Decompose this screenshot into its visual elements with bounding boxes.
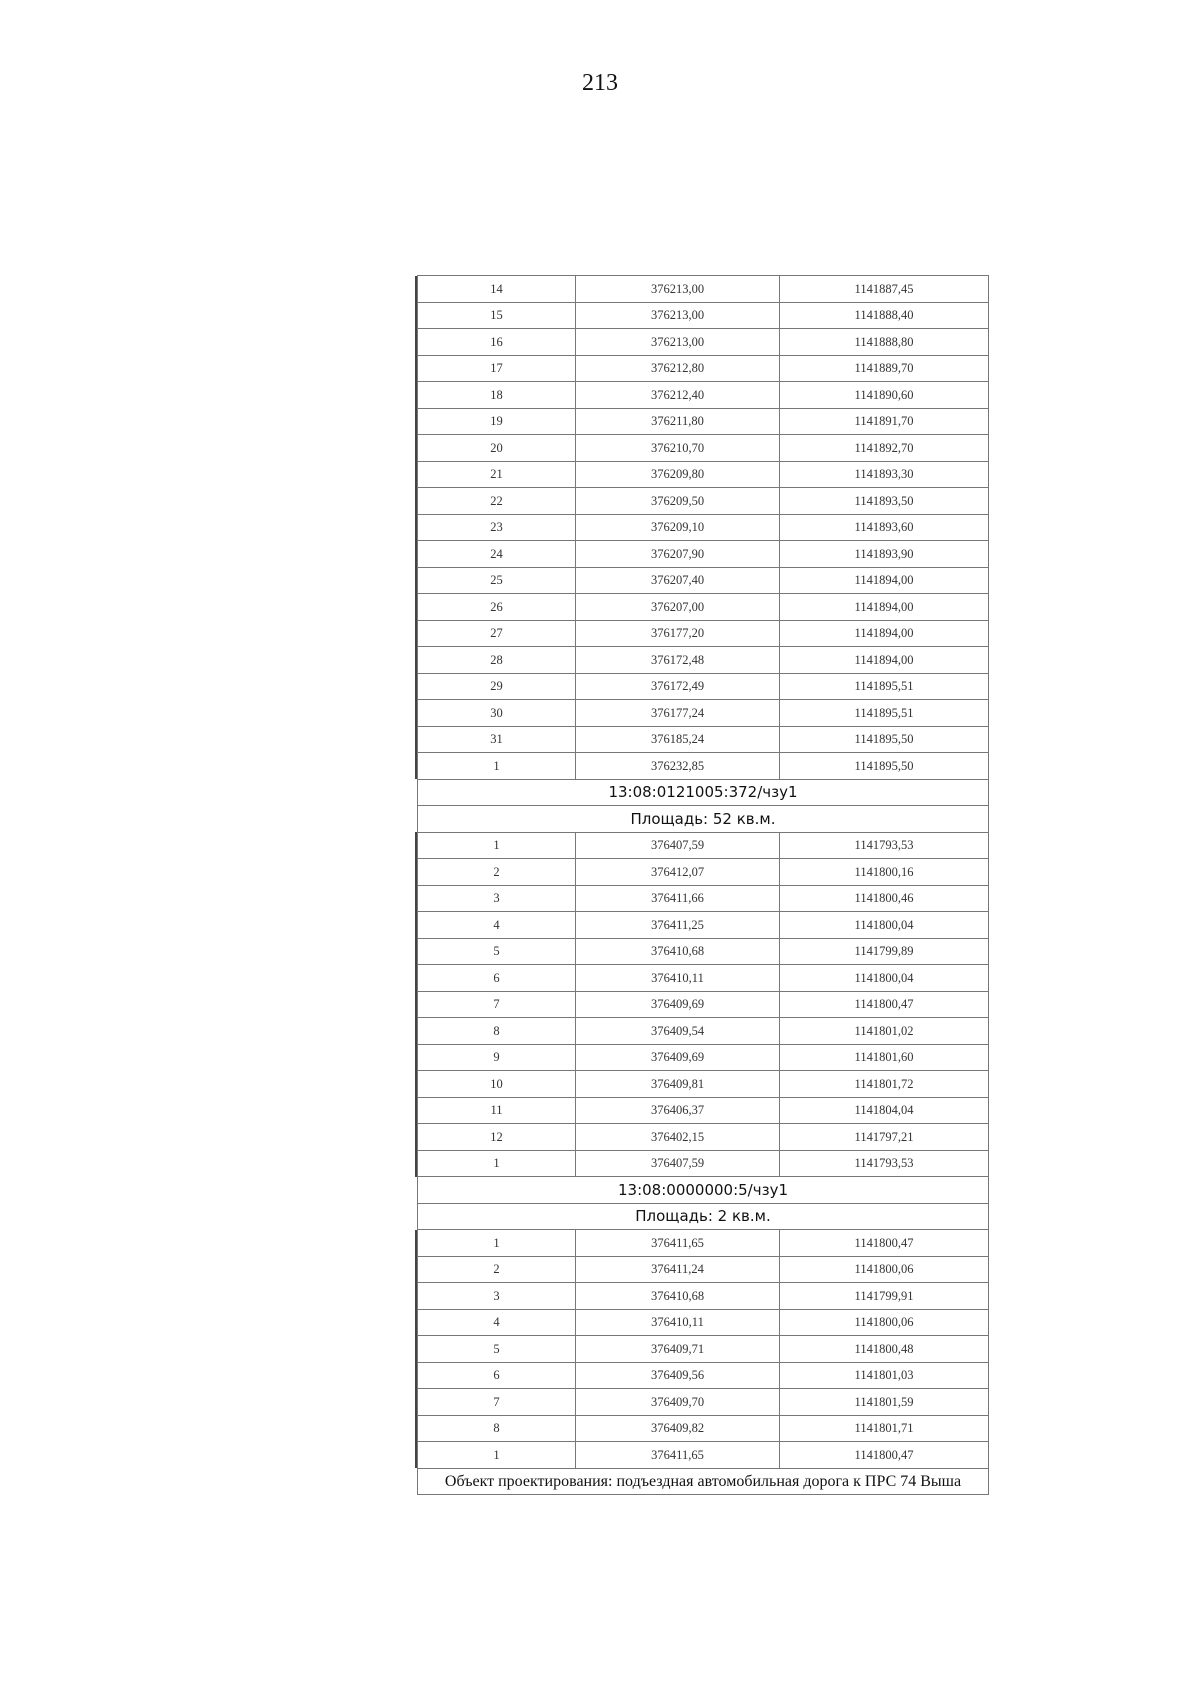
x-coordinate-cell: 376407,59 <box>576 1150 780 1177</box>
point-number-cell: 8 <box>418 1415 576 1442</box>
x-coordinate-cell: 376409,69 <box>576 1044 780 1071</box>
object-description: Объект проектирования: подъездная автомобильная дорога к ПРС 74 Выша <box>418 1468 989 1494</box>
x-coordinate-cell: 376410,68 <box>576 1283 780 1310</box>
y-coordinate-cell: 1141800,47 <box>780 991 989 1018</box>
table-row <box>418 302 989 329</box>
page-number: 213 <box>582 70 618 96</box>
point-number-cell: 5 <box>418 938 576 965</box>
table-row <box>418 1442 989 1469</box>
table-row <box>418 329 989 356</box>
y-coordinate-cell: 1141793,53 <box>780 1150 989 1177</box>
table-row <box>418 408 989 435</box>
coordinates-table <box>417 275 989 1495</box>
x-coordinate-cell: 376411,65 <box>576 1442 780 1469</box>
point-number-cell: 11 <box>418 1097 576 1124</box>
x-coordinate-cell: 376410,68 <box>576 938 780 965</box>
block-2-area: Площадь: 52 кв.м. <box>418 806 989 833</box>
block-2-rows <box>418 832 989 1177</box>
table-row <box>418 700 989 727</box>
table-row <box>418 1097 989 1124</box>
y-coordinate-cell: 1141799,89 <box>780 938 989 965</box>
x-coordinate-cell: 376409,82 <box>576 1415 780 1442</box>
point-number-cell: 17 <box>418 355 576 382</box>
table-row <box>418 832 989 859</box>
x-coordinate-cell: 376172,49 <box>576 673 780 700</box>
x-coordinate-cell: 376172,48 <box>576 647 780 674</box>
table-row <box>418 541 989 568</box>
y-coordinate-cell: 1141893,60 <box>780 514 989 541</box>
y-coordinate-cell: 1141893,90 <box>780 541 989 568</box>
x-coordinate-cell: 376409,56 <box>576 1362 780 1389</box>
table-row <box>418 1283 989 1310</box>
point-number-cell: 28 <box>418 647 576 674</box>
y-coordinate-cell: 1141888,80 <box>780 329 989 356</box>
table-row <box>418 1256 989 1283</box>
x-coordinate-cell: 376409,71 <box>576 1336 780 1363</box>
x-coordinate-cell: 376213,00 <box>576 302 780 329</box>
point-number-cell: 4 <box>418 912 576 939</box>
point-number-cell: 19 <box>418 408 576 435</box>
y-coordinate-cell: 1141895,50 <box>780 726 989 753</box>
point-number-cell: 18 <box>418 382 576 409</box>
table-row <box>418 594 989 621</box>
point-number-cell: 22 <box>418 488 576 515</box>
y-coordinate-cell: 1141801,72 <box>780 1071 989 1098</box>
y-coordinate-cell: 1141894,00 <box>780 647 989 674</box>
table-row <box>418 488 989 515</box>
y-coordinate-cell: 1141895,51 <box>780 673 989 700</box>
x-coordinate-cell: 376411,25 <box>576 912 780 939</box>
point-number-cell: 6 <box>418 965 576 992</box>
x-coordinate-cell: 376412,07 <box>576 859 780 886</box>
x-coordinate-cell: 376177,24 <box>576 700 780 727</box>
table-row <box>418 938 989 965</box>
y-coordinate-cell: 1141800,46 <box>780 885 989 912</box>
point-number-cell: 27 <box>418 620 576 647</box>
table-left-rule <box>415 1230 417 1469</box>
block-3-title: 13:08:0000000:5/чзу1 <box>418 1177 989 1204</box>
table-row <box>418 435 989 462</box>
x-coordinate-cell: 376185,24 <box>576 726 780 753</box>
y-coordinate-cell: 1141892,70 <box>780 435 989 462</box>
point-number-cell: 21 <box>418 461 576 488</box>
point-number-cell: 25 <box>418 567 576 594</box>
y-coordinate-cell: 1141895,50 <box>780 753 989 780</box>
table-row <box>418 1230 989 1257</box>
point-number-cell: 24 <box>418 541 576 568</box>
point-number-cell: 1 <box>418 1230 576 1257</box>
table-row <box>418 885 989 912</box>
point-number-cell: 1 <box>418 832 576 859</box>
point-number-cell: 26 <box>418 594 576 621</box>
table-row <box>418 726 989 753</box>
block-3-area: Площадь: 2 кв.м. <box>418 1203 989 1230</box>
x-coordinate-cell: 376211,80 <box>576 408 780 435</box>
table-row <box>418 276 989 303</box>
block-3-rows <box>418 1230 989 1469</box>
x-coordinate-cell: 376209,10 <box>576 514 780 541</box>
table-row <box>418 1362 989 1389</box>
y-coordinate-cell: 1141890,60 <box>780 382 989 409</box>
y-coordinate-cell: 1141800,47 <box>780 1230 989 1257</box>
table-row <box>418 620 989 647</box>
y-coordinate-cell: 1141799,91 <box>780 1283 989 1310</box>
y-coordinate-cell: 1141800,16 <box>780 859 989 886</box>
table-row <box>418 1415 989 1442</box>
point-number-cell: 14 <box>418 276 576 303</box>
point-number-cell: 1 <box>418 1442 576 1469</box>
y-coordinate-cell: 1141894,00 <box>780 594 989 621</box>
table-row <box>418 753 989 780</box>
y-coordinate-cell: 1141800,47 <box>780 1442 989 1469</box>
table-row <box>418 1150 989 1177</box>
y-coordinate-cell: 1141893,50 <box>780 488 989 515</box>
point-number-cell: 9 <box>418 1044 576 1071</box>
y-coordinate-cell: 1141895,51 <box>780 700 989 727</box>
point-number-cell: 10 <box>418 1071 576 1098</box>
y-coordinate-cell: 1141891,70 <box>780 408 989 435</box>
point-number-cell: 1 <box>418 1150 576 1177</box>
point-number-cell: 15 <box>418 302 576 329</box>
table-left-rule <box>415 276 417 780</box>
y-coordinate-cell: 1141894,00 <box>780 620 989 647</box>
y-coordinate-cell: 1141889,70 <box>780 355 989 382</box>
x-coordinate-cell: 376177,20 <box>576 620 780 647</box>
table-row <box>418 461 989 488</box>
x-coordinate-cell: 376409,54 <box>576 1018 780 1045</box>
x-coordinate-cell: 376209,80 <box>576 461 780 488</box>
point-number-cell: 16 <box>418 329 576 356</box>
x-coordinate-cell: 376407,59 <box>576 832 780 859</box>
table-row <box>418 1071 989 1098</box>
table-row <box>418 1309 989 1336</box>
y-coordinate-cell: 1141888,40 <box>780 302 989 329</box>
x-coordinate-cell: 376409,70 <box>576 1389 780 1416</box>
table-row <box>418 673 989 700</box>
x-coordinate-cell: 376213,00 <box>576 276 780 303</box>
table-row <box>418 965 989 992</box>
x-coordinate-cell: 376209,50 <box>576 488 780 515</box>
point-number-cell: 23 <box>418 514 576 541</box>
table-row <box>418 912 989 939</box>
table-left-rule <box>415 832 417 1177</box>
y-coordinate-cell: 1141800,48 <box>780 1336 989 1363</box>
point-number-cell: 8 <box>418 1018 576 1045</box>
x-coordinate-cell: 376411,66 <box>576 885 780 912</box>
point-number-cell: 29 <box>418 673 576 700</box>
y-coordinate-cell: 1141801,71 <box>780 1415 989 1442</box>
point-number-cell: 7 <box>418 1389 576 1416</box>
point-number-cell: 6 <box>418 1362 576 1389</box>
table-row <box>418 1336 989 1363</box>
block-2-header <box>418 779 989 832</box>
x-coordinate-cell: 376212,40 <box>576 382 780 409</box>
table-row <box>418 1389 989 1416</box>
x-coordinate-cell: 376213,00 <box>576 329 780 356</box>
table-row <box>418 567 989 594</box>
point-number-cell: 5 <box>418 1336 576 1363</box>
table-row <box>418 647 989 674</box>
point-number-cell: 31 <box>418 726 576 753</box>
block-3-header <box>418 1177 989 1230</box>
x-coordinate-cell: 376207,90 <box>576 541 780 568</box>
y-coordinate-cell: 1141800,04 <box>780 965 989 992</box>
point-number-cell: 20 <box>418 435 576 462</box>
point-number-cell: 30 <box>418 700 576 727</box>
table-row <box>418 1044 989 1071</box>
y-coordinate-cell: 1141804,04 <box>780 1097 989 1124</box>
x-coordinate-cell: 376232,85 <box>576 753 780 780</box>
table-row <box>418 1018 989 1045</box>
point-number-cell: 2 <box>418 859 576 886</box>
y-coordinate-cell: 1141793,53 <box>780 832 989 859</box>
x-coordinate-cell: 376402,15 <box>576 1124 780 1151</box>
x-coordinate-cell: 376409,69 <box>576 991 780 1018</box>
x-coordinate-cell: 376210,70 <box>576 435 780 462</box>
x-coordinate-cell: 376410,11 <box>576 965 780 992</box>
y-coordinate-cell: 1141801,03 <box>780 1362 989 1389</box>
point-number-cell: 3 <box>418 1283 576 1310</box>
y-coordinate-cell: 1141893,30 <box>780 461 989 488</box>
y-coordinate-cell: 1141801,60 <box>780 1044 989 1071</box>
point-number-cell: 4 <box>418 1309 576 1336</box>
x-coordinate-cell: 376207,00 <box>576 594 780 621</box>
point-number-cell: 2 <box>418 1256 576 1283</box>
x-coordinate-cell: 376406,37 <box>576 1097 780 1124</box>
y-coordinate-cell: 1141800,06 <box>780 1256 989 1283</box>
block-1-rows <box>418 276 989 780</box>
table-row <box>418 514 989 541</box>
x-coordinate-cell: 376212,80 <box>576 355 780 382</box>
table-row <box>418 382 989 409</box>
table-row <box>418 859 989 886</box>
coordinates-table-wrapper <box>417 275 988 1495</box>
point-number-cell: 3 <box>418 885 576 912</box>
point-number-cell: 7 <box>418 991 576 1018</box>
point-number-cell: 12 <box>418 1124 576 1151</box>
block-2-title: 13:08:0121005:372/чзу1 <box>418 779 989 806</box>
x-coordinate-cell: 376410,11 <box>576 1309 780 1336</box>
x-coordinate-cell: 376411,65 <box>576 1230 780 1257</box>
table-row <box>418 355 989 382</box>
table-footer <box>418 1468 989 1494</box>
y-coordinate-cell: 1141800,06 <box>780 1309 989 1336</box>
x-coordinate-cell: 376411,24 <box>576 1256 780 1283</box>
x-coordinate-cell: 376207,40 <box>576 567 780 594</box>
y-coordinate-cell: 1141894,00 <box>780 567 989 594</box>
y-coordinate-cell: 1141801,59 <box>780 1389 989 1416</box>
table-row <box>418 1124 989 1151</box>
y-coordinate-cell: 1141801,02 <box>780 1018 989 1045</box>
y-coordinate-cell: 1141887,45 <box>780 276 989 303</box>
table-row <box>418 991 989 1018</box>
x-coordinate-cell: 376409,81 <box>576 1071 780 1098</box>
y-coordinate-cell: 1141800,04 <box>780 912 989 939</box>
point-number-cell: 1 <box>418 753 576 780</box>
y-coordinate-cell: 1141797,21 <box>780 1124 989 1151</box>
